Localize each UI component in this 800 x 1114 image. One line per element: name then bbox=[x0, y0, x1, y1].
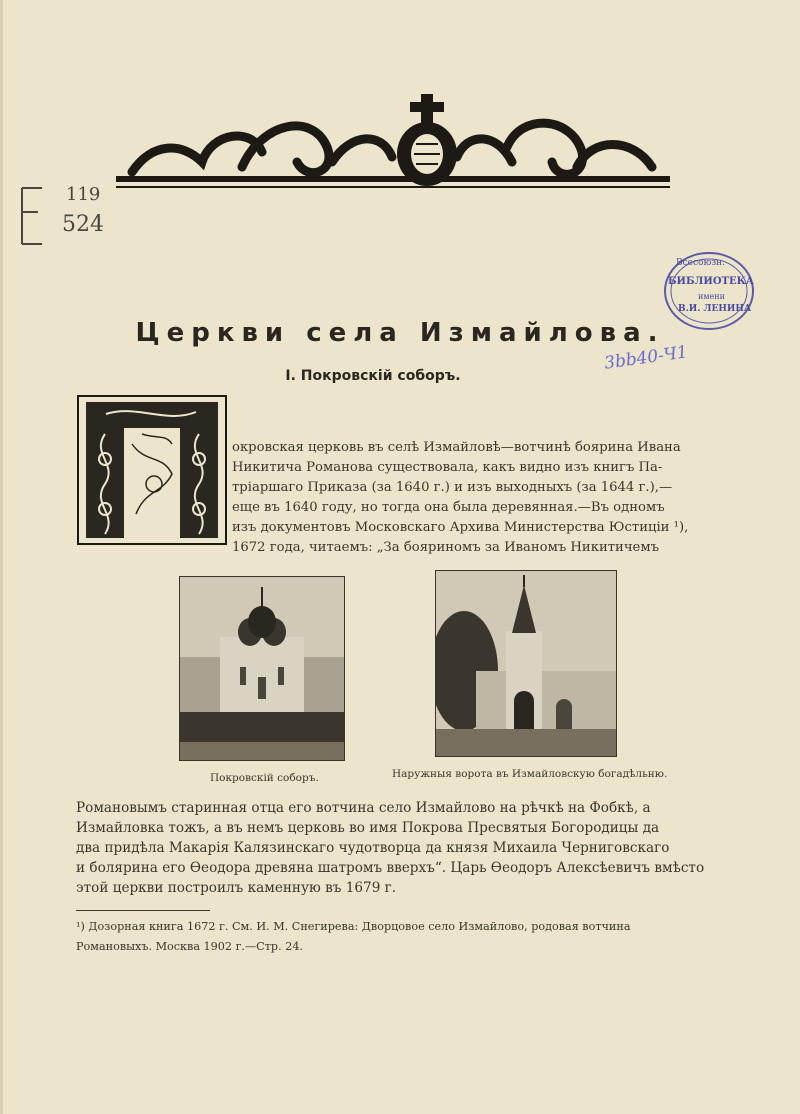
footnote-rule bbox=[76, 910, 210, 911]
gates-photo bbox=[435, 570, 617, 757]
right-photo-caption: Наружныя ворота въ Измайловскую богадѣльню. bbox=[392, 768, 668, 780]
pencil-annotation: 3bb40-Ч1 bbox=[603, 342, 689, 374]
intro-line: окровская церковь въ селѣ Измайловѣ—вотчинѣ боярина Ивана bbox=[232, 440, 681, 455]
intro-line: 1672 года, читаемъ: „За бояриномъ за Иваномъ Никитичемъ bbox=[232, 540, 660, 555]
footnote-line: Романовыхъ. Москва 1902 г.—Стр. 24. bbox=[76, 940, 303, 953]
shelfmark-annotation bbox=[18, 182, 118, 252]
stamp-line3: имени bbox=[698, 292, 725, 301]
intro-line: тріаршаго Приказа (за 1640 г.) и изъ выходныхъ (за 1644 г.),— bbox=[232, 480, 673, 495]
shelfmark-line1: 119 bbox=[66, 184, 101, 205]
intro-line: еще въ 1640 году, но тогда она была деревянная.—Въ одномъ bbox=[232, 500, 665, 515]
stamp-line1: Всесоюзн. bbox=[676, 258, 726, 268]
intro-line: Никитича Романова существовала, какъ видно изъ книгъ Па- bbox=[232, 460, 663, 475]
stamp-line2: БИБЛИОТЕКА bbox=[668, 276, 754, 287]
left-photo-caption: Покровскій соборъ. bbox=[210, 772, 319, 784]
section-heading: I. Покровскій соборъ. bbox=[285, 368, 461, 384]
body-line: и болярина его Ѳеодора древяна шатромъ вверхъ“. Царь Ѳеодоръ Алексѣевичъ вмѣсто bbox=[76, 860, 705, 876]
cathedral-photo bbox=[179, 576, 345, 761]
ornamental-headpiece bbox=[112, 92, 674, 192]
intro-line: изъ документовъ Московскаго Архива Министерства Юстиціи ¹), bbox=[232, 520, 689, 535]
body-line: Романовымъ старинная отца его вотчина село Измайлово на рѣчкѣ на Фобкѣ, а bbox=[76, 800, 651, 816]
body-line: этой церкви построилъ каменную въ 1679 г. bbox=[76, 880, 397, 896]
body-line: два придѣла Макарія Калязинскаго чудотворца да князя Михаила Черниговскаго bbox=[76, 840, 670, 856]
footnote-line: ¹) Дозорная книга 1672 г. См. И. М. Снегирева: Дворцовое село Измайлово, родовая вотчина bbox=[76, 920, 631, 933]
page-title: Церкви села Измайлова. bbox=[135, 318, 665, 348]
body-line: Измайловка тожъ, а въ немъ церковь во имя Покрова Пресвятыя Богородицы да bbox=[76, 820, 660, 836]
shelfmark-line2: 524 bbox=[62, 212, 104, 237]
decorated-initial-letter bbox=[76, 394, 228, 546]
stamp-line4: В.И. ЛЕНИНА bbox=[678, 304, 752, 314]
page-edge bbox=[0, 0, 3, 1114]
